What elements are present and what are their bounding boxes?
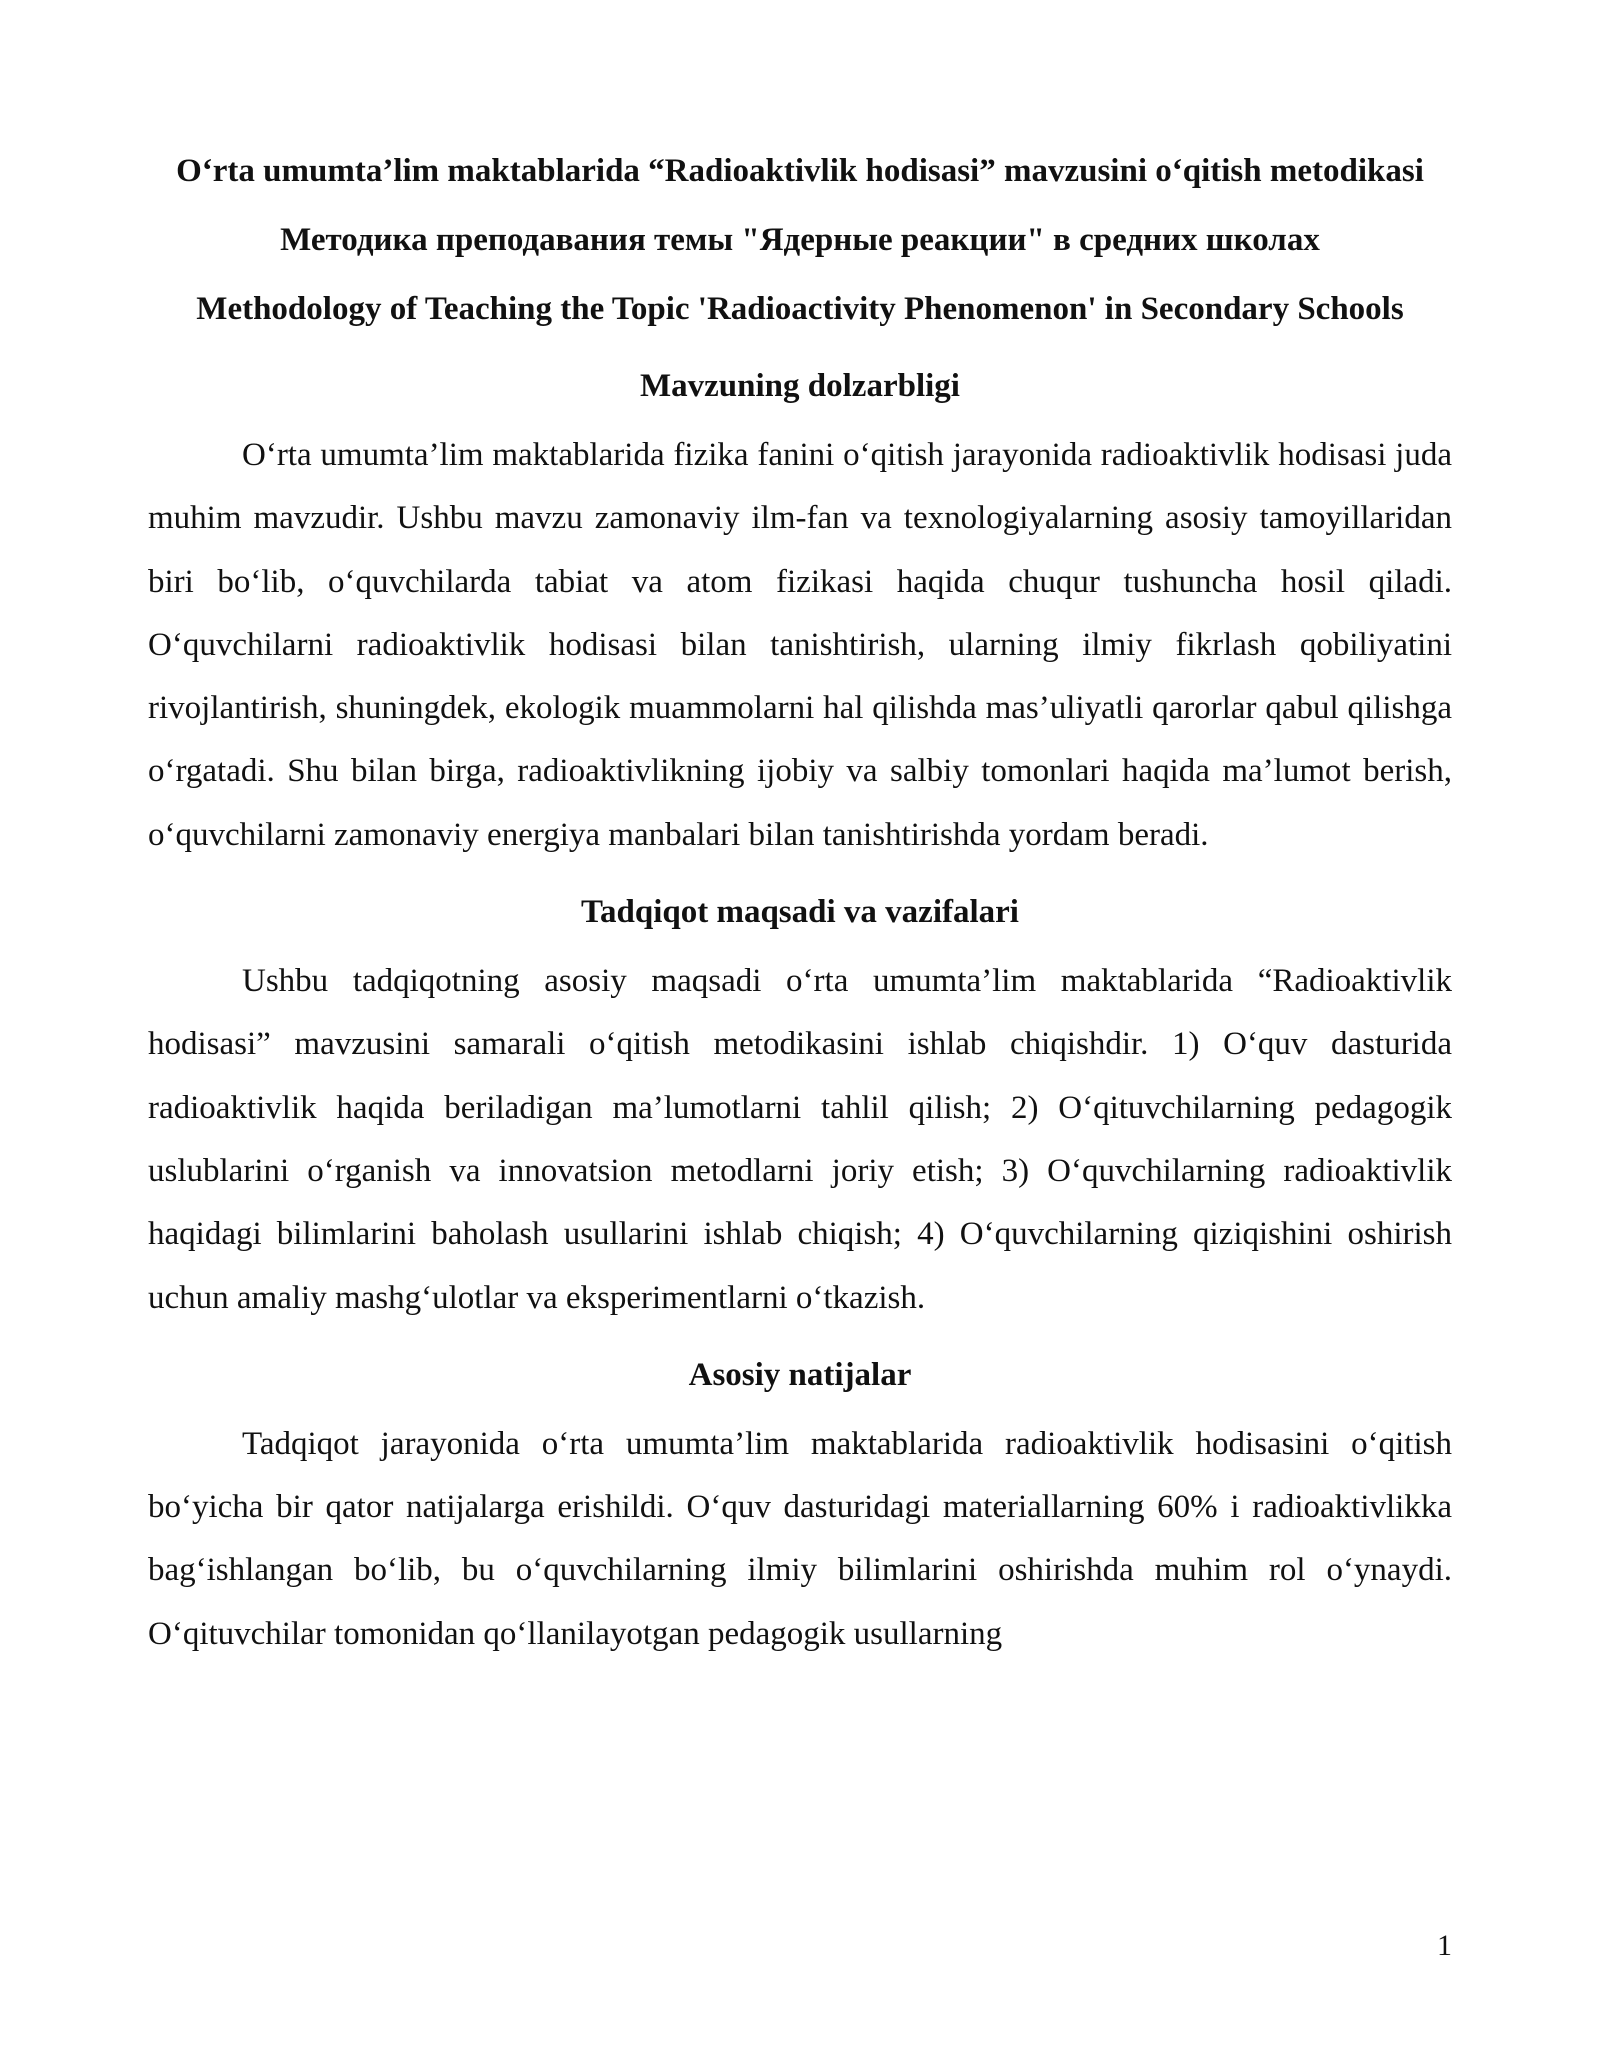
title-uzbek: O‘rta umumta’lim maktablarida “Radioaktivlik hodisasi” mavzusini o‘qitish metodikasi — [176, 153, 1424, 189]
title-english: Methodology of Teaching the Topic 'Radioactivity Phenomenon' in Secondary Schools — [196, 291, 1404, 327]
section-paragraph-relevance: O‘rta umumta’lim maktablarida fizika fanini o‘qitish jarayonida radioaktivlik hodisasi juda muhim mavzudir. Ushbu mavzu zamonaviy ilm-fan va texnologiyalarning asosiy tamoyillaridan biri bo‘lib, o‘quvchilarda tabiat va atom fizikasi haqida chuqur tushuncha hosil qiladi. O‘quvchilarni radioaktivlik hodisasi bilan tanishtirish, ularning ilmiy fikrlash qobiliyatini rivojlantirish, shuningdek, ekologik muammolarni hal qilishda mas’uliyatli qarorlar qabul qilishga o‘rgatadi. Shu bilan birga, radioaktivlikning ijobiy va salbiy tomonlari haqida ma’lumot berish, o‘quvchilarni zamonaviy energiya manbalari bilan tanishtirishda yordam beradi. — [148, 437, 1452, 853]
page-content — [148, 140, 1452, 1666]
section-heading-aims: Tadqiqot maqsadi va vazifalari — [581, 894, 1019, 931]
section-paragraph-aims: Ushbu tadqiqotning asosiy maqsadi o‘rta umumta’lim maktablarida “Radioaktivlik hodisasi” mavzusini samarali o‘qitish metodikasini ishlab chiqishdir. 1) O‘quv dasturida radioaktivlik haqida beriladigan ma’lumotlarni tahlil qilish; 2) O‘qituvchilarning pedagogik uslublarini o‘rganish va innovatsion metodlarni joriy etish; 3) O‘quvchilarning radioaktivlik haqidagi bilimlarini baholash usullarini ishlab chiqish; 4) O‘quvchilarning qiziqishini oshirish uchun amaliy mashg‘ulotlar va eksperimentlarni o‘tkazish. — [148, 963, 1452, 1316]
section-paragraph-results: Tadqiqot jarayonida o‘rta umumta’lim maktablarida radioaktivlik hodisasini o‘qitish bo‘yicha bir qator natijalarga erishildi. O‘quv dasturidagi materiallarning 60% i radioaktivlikka bag‘ishlangan bo‘lib, bu o‘quvchilarning ilmiy bilimlarini oshirishda muhim rol o‘ynaydi. O‘qituvchilar tomonidan qo‘llanilayotgan pedagogik usullarning — [148, 1425, 1452, 1652]
title-russian: Методика преподавания темы "Ядерные реакции" в средних школах — [280, 222, 1320, 258]
section-heading-relevance: Mavzuning dolzarbligi — [640, 368, 960, 404]
section-heading-results: Asosiy natijalar — [688, 1356, 912, 1393]
page-number: 1 — [1437, 1929, 1452, 1962]
